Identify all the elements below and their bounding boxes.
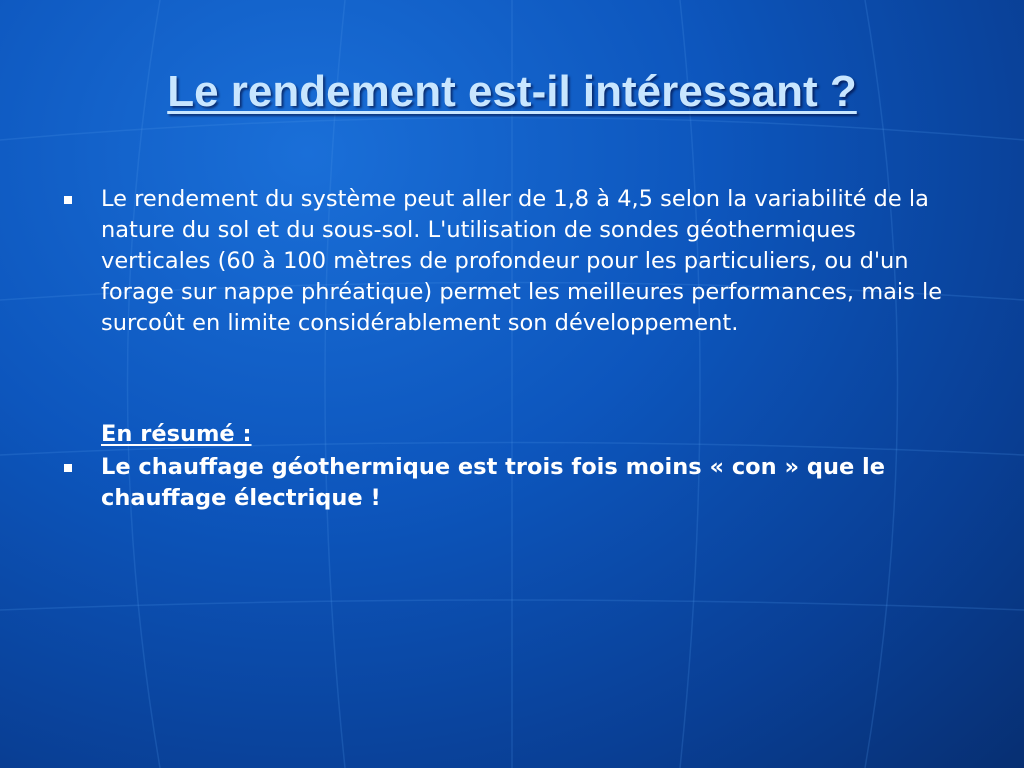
- summary-bullet-text: Le chauffage géothermique est trois fois moins « con » que le chauffage électrique !: [101, 454, 886, 511]
- bullet-item: [58, 184, 968, 339]
- summary-heading: En résumé :: [101, 421, 252, 447]
- square-bullet-icon: [64, 196, 72, 204]
- slide-content: [58, 184, 968, 514]
- slide-title: Le rendement est-il intéressant ?: [167, 67, 857, 116]
- square-bullet-icon: [64, 464, 72, 472]
- bullet-text: Le rendement du système peut aller de 1,8 à 4,5 selon la variabilité de la nature du sol et du sous-sol. L'utilisation de sondes géothermiques verticales (60 à 100 mètres de profondeur pour les particuliers, ou d'un forage sur nappe phréatique) permet les meilleures performances, mais le surcoût en limite considérablement son développement.: [101, 186, 943, 336]
- summary-bullet-item: [58, 452, 968, 514]
